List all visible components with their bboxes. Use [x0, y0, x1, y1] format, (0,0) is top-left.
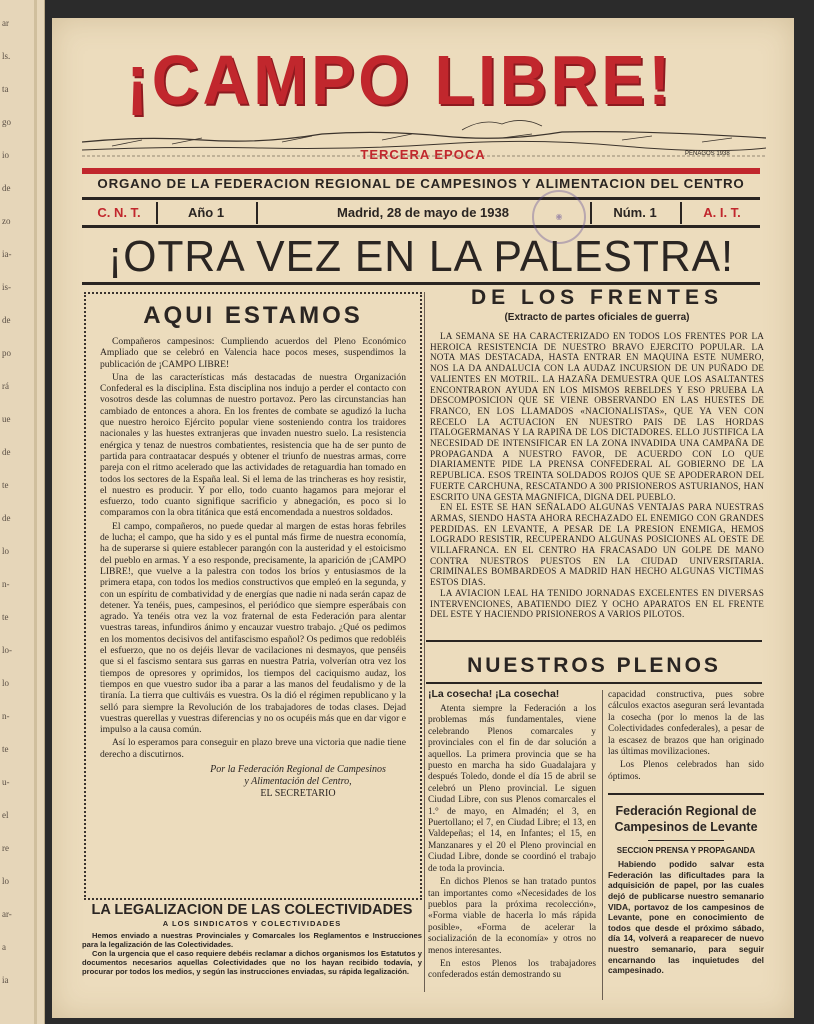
paragraph: El campo, compañeros, no puede quedar al margen de estas horas febriles de lucha; el campo, que ha sido y es el puntal más firme de nuestra economía, ha de superarse si quiere establecer parangón con la austeridad y el estoicismo del pueblo en armas. Y a eso responde, precisamente, la aparición de ¡CAMPO LIBRE!, que vuelve a la palestra con todos los bríos y entusiasmos de la primera etapa, con todos los medios constructivos que empleó en la segunda, y con un espíritu de combatividad y de energías que nadie ni nada serán capaz de detener. Ya tenéis, pues, campesinos, el periódico que siempre esperábais con agrado. Ya tenéis otra vez la voz fraternal de esta Federación para alentar vuestras tareas, infundiros ánimo y encauzar vuestro trabajo. ¿Qué os pedimos en los momentos decisivos del antifascismo español? Os pedimos que redobléis el esfuerzo, que no os dejéis llevar de vacilaciones ni desmayos, que penséis que si el fascismo sentara sus garras en nuestra Patria, volverían otra vez los tiempos de opresores y oprimidos, los tiempos del caciquismo audaz, los tiempos en que vuestro sudor iba a parar a las manos del feudalismo y de la tiranía. La tierra que cultiváis es vuestra. Os la dió el régimen republicano y la selló para siempre la Revolución de los trabajadores de todas clases. Dejad vuestras querellas y vuestras diferencias y no os ocupéis más que en dar vigor e impulso a la causa común. [100, 520, 406, 736]
paragraph: Los Plenos celebrados han sido óptimos. [608, 760, 764, 782]
fragment-text: is- [2, 282, 11, 292]
fragment-text: de [2, 513, 11, 523]
paragraph: capacidad constructiva, pues sobre cálculos exactos aseguran será levantada la cosecha (por lo menos la de las Colectividades confederales), a pesar de la escasez de brazos que han originado las últimas movilizaciones. [608, 690, 764, 758]
levante-title-line: Campesinos de Levante [614, 820, 758, 835]
plenos-title: NUESTROS PLENOS [467, 654, 721, 677]
plenos-top-rule [426, 640, 762, 642]
legalizacion-title: LA LEGALIZACION DE LAS COLECTIVIDADES [91, 902, 413, 918]
signature [86, 764, 400, 800]
fragment-text: n- [2, 711, 10, 721]
epoca-label: TERCERA EPOCA [360, 147, 486, 162]
fragment-text: de [2, 447, 11, 457]
paragraph: Una de las características más destacadas de nuestra Organización Confederal es la disciplina. Esta disciplina nos indujo a perder el contacto con vosotros desde las columnas de nuestro portavoz. Pero las circunstancias han cambiado de entonces a ahora. En los frentes de combate se agudizó la lucha que nuestro heroico Ejército popular viene sosteniendo contra los traidores nacionales y las huestes extranjeras que invaden nuestro suelo. La resistencia enérgica y tenaz de nuestros combatientes, resistencia que ha de ser punto de partida para contraatacar después y obtener el triunfo de nuestras armas, corre pareja con el ritmo acelerado que las actividades de retaguardia han tomado en todos los sectores de la España leal. Si el lema de las trincheras es hoy resistir, el nuestro es producir. Y por ello, todo cuanto hagamos para mejorar el esfuerzo, todo cuanto signifique sacrificio y abnegación, es poco si lo comparamos con la obra titánica que está encomendada a nuestros soldados. [100, 371, 406, 519]
fragment-text: lo- [2, 645, 12, 655]
fragment-text: io [2, 150, 10, 160]
paragraph: En estos Plenos los trabajadores confederados están demostrando su [428, 958, 596, 981]
paragraph: LA SEMANA SE HA CARACTERIZADO EN TODOS LOS FRENTES POR LA HEROICA RESISTENCIA DE NUESTRO BRAVO EJERCITO POPULAR. LA NOTA MAS DESTACADA, HASTA ENTRAR EN MAQUINA ESTE NUMERO, NOS LA DA ANDALUCIA CON LA AUDAZ INCURSION DE UN PUÑADO DE VALIENTES EN MOTRIL. LA HAZAÑA DEMUESTRA QUE LOS ASALTANTES ENCONTRARON AYUDA EN LOS MISMOS REBELDES Y ESO PRUEBA LA DESCOMPOSICION QUE SE VIENE OBSERVANDO EN LAS HUESTES DE FRANCO, EN LOS LLAMADOS «NACIONALISTAS», QUE YA VEN CON RECELO LA ACTUACION EN NUESTRO PAIS DE LAS HORDAS ITALOGERMANAS Y LA RAPIÑA DE LOS DICTADORES. ELLO JUSTIFICA LA NECESIDAD DE INTENSIFICAR EN LA ZONA INVADIDA UNA CAMPAÑA DE PROPAGANDA A NUESTRO FAVOR, DE ACUERDO CON LO QUE DIARIAMENTE PIDE LA PRENSA CONFEDERAL AL GOBIERNO DE LA REPUBLICA. ESOS TREINTA SOLDADOS ROJOS QUE SE APODERARON DEL FUERTE CARCHUNA, RESCATANDO A 300 PRISIONEROS ASTURIANOS, HAN ESCRITO UNA GESTA MAGNIFICA, DIGNA DEL PUEBLO. [430, 331, 764, 502]
fragment-text: ls. [2, 51, 11, 61]
plenos-bottom-rule [426, 682, 762, 684]
fragment-text: zo [2, 216, 11, 226]
signature-line: y Alimentación del Centro, [244, 775, 352, 787]
artist-signature: PENAGOS 1938 [685, 151, 730, 157]
paragraph: Hemos enviado a nuestras Provinciales y Comarcales los Reglamentos e Instrucciones para la legalización de las Colectividades. [82, 931, 422, 949]
plenos-col1 [428, 688, 596, 984]
frentes-body [430, 331, 764, 620]
fragment-text: lo [2, 678, 10, 688]
levante-body: Habiendo podido salvar esta Federación las dificultades para la adquisición de papel, por las cuales dejó de publicarse nuestro semanario VIDA, portavoz de los campesinos de Levante, pone en conocimiento de todos que desde el próximo sábado, día 14, volverá a reaparecer de nuevo nuestro semanario, para seguir encarnando las inquietudes del campesinado. [608, 859, 764, 976]
newspaper-page [52, 18, 794, 1018]
paragraph: Atenta siempre la Federación a los problemas más fundamentales, viene celebrando Plenos comarcales y provinciales con el fin de dar solución a aquellos. La primera provincia que se ha puesto en marcha ha sido Guadalajara y después Toledo, donde el día 15 de abril se celebró un Pleno provincial. Le siguen Ciudad Libre, con sus Plenos comarcales el 1.° de mayo, en Almadén; el 3, en Puertollano; el 7, en Ciudad Libre; el 13, en Valdepeñas; el 14, en Infantes; el 15, en Manzanares y el 20 el Pleno provincial en Ciudad Libre, donde se coordinó el trabajo de toda la provincia. [428, 704, 596, 874]
fragment-text: po [2, 348, 11, 358]
paragraph: EN EL ESTE SE HAN SEÑALADO ALGUNAS VENTAJAS PARA NUESTRAS ARMAS, SIENDO HASTA AHORA RECHAZADO EL ENEMIGO CON GRANDES PERDIDAS. EN LEVANTE, A PESAR DE LA PRESION ENEMIGA, HEMOS LOGRADO RESISTIR, RECUPERANDO ALGUNAS POSICIONES AL OESTE DE VILLAFRANCA. EN EL CENTRO HA FRACASADO UN GOLPE DE MANO CONTRA NUESTROS PUESTOS EN LA CIUDAD UNIVERSITARIA. CRIMINALES BOMBARDEOS A MADRID HAN HECHO ALGUNAS VICTIMAS ESTOS DIAS. [430, 502, 764, 588]
signature-secretario: EL SECRETARIO [260, 787, 336, 799]
info-divider [590, 202, 592, 224]
red-rule [82, 168, 760, 174]
plenos-kicker: ¡La cosecha! ¡La cosecha! [428, 688, 560, 700]
ait-label: A. I. T. [703, 205, 741, 220]
plenos-body [428, 704, 596, 982]
page-fold [34, 0, 37, 1024]
legalizacion-subtitle: A LOS SINDICATOS Y COLECTIVIDADES [162, 919, 342, 928]
cnt-label: C. N. T. [97, 205, 141, 220]
fragment-text: lo [2, 876, 10, 886]
info-divider [256, 202, 258, 224]
date-label: Madrid, 28 de mayo de 1938 [337, 205, 509, 220]
fragment-text: n- [2, 579, 10, 589]
fragment-text: ar [2, 18, 9, 28]
fragment-text: lo [2, 546, 10, 556]
frentes-subtitle: (Extracto de partes oficiales de guerra) [504, 312, 690, 323]
fragment-text: rá [2, 381, 9, 391]
headline-rule [82, 282, 760, 285]
info-bottom-rule [82, 225, 760, 228]
info-top-rule [82, 197, 760, 200]
plenos-body-cont [608, 690, 764, 783]
levante-small-rule [648, 840, 724, 841]
levante-subtitle: SECCION PRENSA Y PROPAGANDA [616, 846, 756, 856]
paragraph: Compañeros campesinos: Cumpliendo acuerdos del Pleno Económico Ampliado que se celebró en Valencia hace pocos meses, suspendimos la publicación de ¡CAMPO LIBRE! [100, 336, 406, 370]
aqui-estamos-box [84, 292, 422, 900]
fragment-text: de [2, 315, 11, 325]
paragraph: En dichos Plenos se han tratado puntos tan importantes como «Necesidades de los pueblos para la próxima recolección», «Forma viable de hacerla lo más rápida posible», «Forma de acelerar la socialización de la economía» y otros no menos interesantes. [428, 877, 596, 956]
aqui-estamos-body [100, 336, 406, 760]
paragraph: LA AVIACION LEAL HA TENIDO JORNADAS EXCELENTES EN DIVERSAS INTERVENCIONES, ABATIENDO DIEZ Y OCHO APARATOS EN EL FRENTE DEL ESTE Y HACIENDO PRISIONEROS A VARIOS PILOTOS. [430, 587, 764, 620]
legalizacion-article [82, 902, 422, 976]
fragment-text: re [2, 843, 9, 853]
paragraph: Con la urgencia que el caso requiere debéis reclamar a dichos organismos los Estatutos y documentos necesarios aquellas Colectividades que no los hayan recibido todavía, y procurar por todos los medios, y según las instrucciones enviadas, su rápida legalización. [82, 949, 422, 976]
fragment-text: ia- [2, 249, 12, 259]
frentes-article [430, 286, 764, 620]
numero-label: Núm. 1 [613, 205, 657, 220]
library-stamp: ◉ [532, 190, 586, 244]
info-divider [156, 202, 158, 224]
fragment-text: el [2, 810, 9, 820]
paragraph: Así lo esperamos para conseguir en plazo breve una victoria que nadie tiene derecho a discutirnos. [100, 737, 406, 760]
fragment-text: te [2, 744, 9, 754]
masthead-title: ¡CAMPO LIBRE! [126, 41, 674, 119]
legalizacion-body [82, 931, 422, 976]
fragment-text: ue [2, 414, 11, 424]
column-rule [424, 292, 425, 992]
fragment-text: ia [2, 975, 9, 985]
aqui-estamos-title: AQUI ESTAMOS [143, 302, 363, 329]
plenos-col2 [608, 690, 764, 976]
levante-rule [608, 793, 764, 795]
organo-line: ORGANO DE LA FEDERACION REGIONAL DE CAMPESINOS Y ALIMENTACION DEL CENTRO [97, 176, 745, 191]
plenos-col-rule [602, 690, 603, 1000]
fragment-text: te [2, 480, 9, 490]
levante-title [608, 803, 764, 835]
fragment-text: u- [2, 777, 10, 787]
fragment-text: te [2, 612, 9, 622]
info-divider [680, 202, 682, 224]
main-headline: ¡OTRA VEZ EN LA PALESTRA! [108, 232, 734, 281]
fragment-text: ar- [2, 909, 12, 919]
levante-title-line: Federación Regional de [615, 804, 757, 819]
fragment-text: go [2, 117, 11, 127]
signature-line: Por la Federación Regional de Campesinos [210, 763, 386, 775]
fragment-text: a [2, 942, 6, 952]
fragment-text: ta [2, 84, 9, 94]
fragment-text: de [2, 183, 11, 193]
anio-label: Año 1 [187, 205, 225, 220]
previous-page-edge [0, 0, 45, 1024]
frentes-title: DE LOS FRENTES [470, 286, 724, 309]
